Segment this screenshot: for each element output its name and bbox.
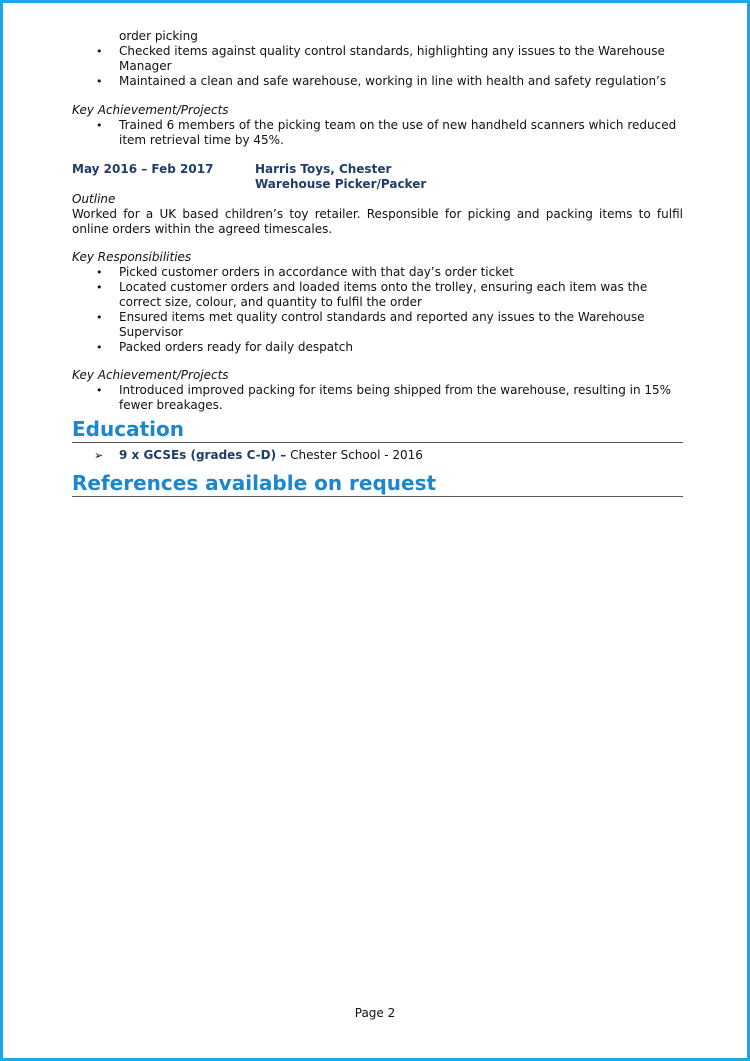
job-responsibilities-label: Key Responsibilities (72, 250, 192, 264)
prev-job-continued-line: order picking (119, 29, 198, 43)
bullet-icon: • (96, 266, 103, 279)
job-achievements (72, 383, 683, 413)
list-item: • Ensured items met quality control standards and reported any issues to the Warehouse Supervisor (96, 310, 645, 339)
prev-job-bullets (72, 44, 683, 89)
list-item: • Introduced improved packing for items being shipped from the warehouse, resulting in 15% fewer breakages. (96, 383, 672, 412)
page-number: Page 2 (354, 1006, 396, 1020)
education-entry (72, 448, 683, 463)
job-dates: May 2016 – Feb 2017 (72, 162, 214, 176)
job-outline-label: Outline (72, 192, 116, 206)
arrow-bullet-icon: ➢ (94, 449, 104, 462)
list-item: • Checked items against quality control standards, highlighting any issues to the Warehouse Manager (96, 44, 665, 73)
list-item: • Packed orders ready for daily despatch (96, 340, 353, 354)
job-company: Harris Toys, Chester (255, 162, 392, 176)
bullet-icon: • (96, 119, 103, 132)
prev-job-achievements-label: Key Achievement/Projects (72, 103, 229, 117)
bullet-icon: • (96, 311, 103, 324)
references-heading: References available on request (72, 471, 683, 497)
education-heading: Education (72, 417, 683, 443)
job-outline: Worked for a UK based children’s toy retailer. Responsible for picking and packing items to fulfil online orders within the agreed timescales. (72, 207, 683, 236)
bullet-icon: • (96, 281, 103, 294)
list-item: • Trained 6 members of the picking team on the use of new handheld scanners which reduced item retrieval time by 45%. (96, 118, 677, 147)
education-institution: Chester School - 2016 (286, 448, 423, 462)
education-qualification: 9 x GCSEs (grades C-D) – (119, 448, 287, 462)
bullet-icon: • (96, 384, 103, 397)
cv-content (72, 29, 683, 497)
list-item: • Picked customer orders in accordance with that day’s order ticket (96, 265, 514, 279)
prev-job-achievements (72, 118, 683, 148)
bullet-icon: • (96, 45, 103, 58)
list-item: • Maintained a clean and safe warehouse, working in line with health and safety regulation’s (96, 74, 667, 88)
bullet-icon: • (96, 75, 103, 88)
job-title: Warehouse Picker/Packer (255, 177, 427, 191)
list-item: • Located customer orders and loaded items onto the trolley, ensuring each item was the correct size, colour, and quantity to fulfil the order (96, 280, 648, 309)
job-achievements-label: Key Achievement/Projects (72, 368, 229, 382)
bullet-icon: • (96, 341, 103, 354)
job-responsibilities (72, 265, 683, 355)
job-header (72, 162, 683, 192)
